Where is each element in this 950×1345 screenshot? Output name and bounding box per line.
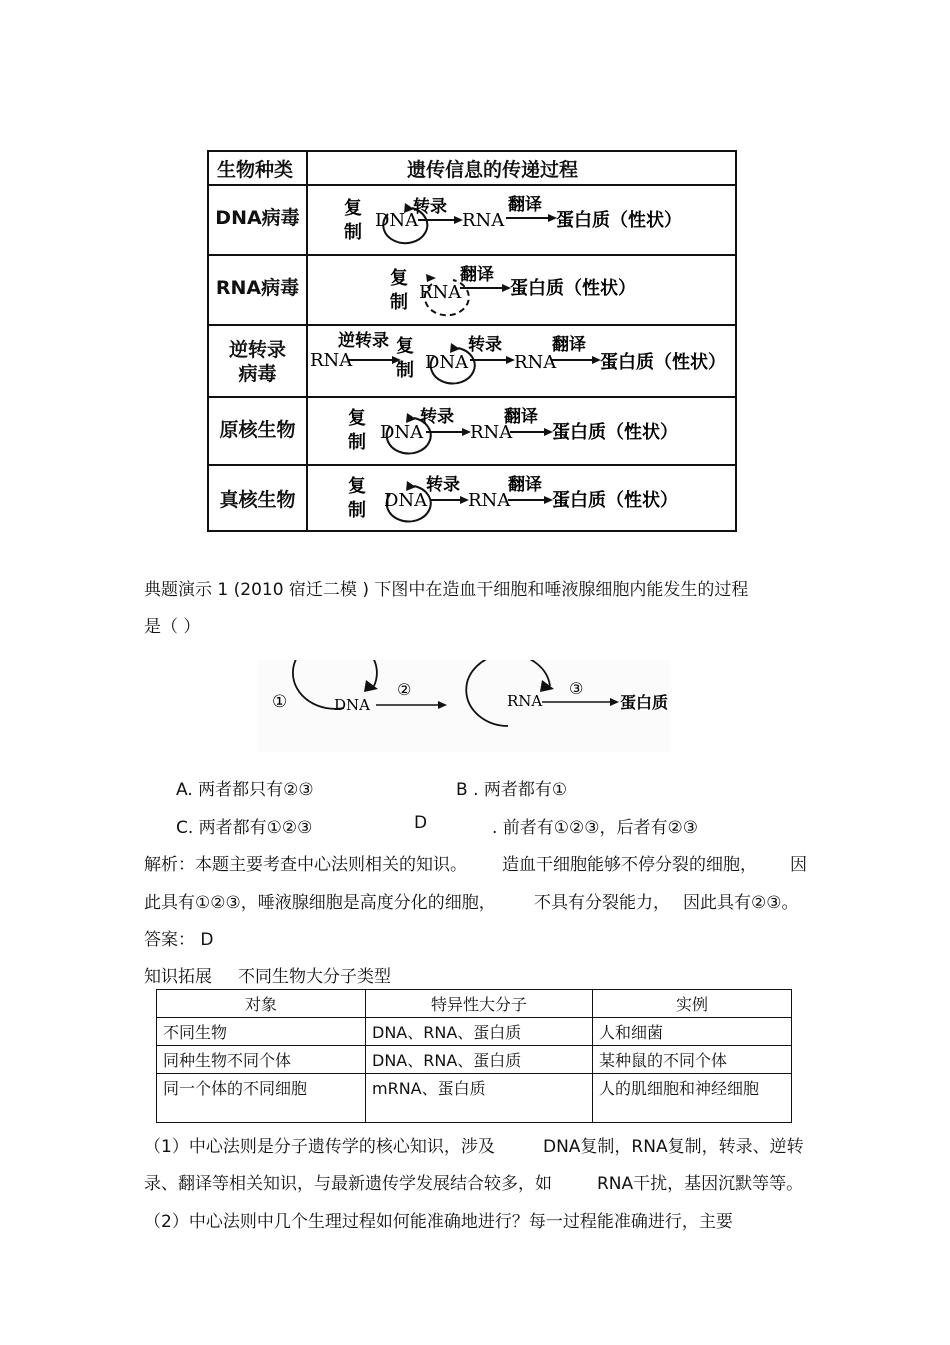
rna-label: RNA	[470, 422, 513, 443]
option-b[interactable]: B . 两者都有①	[456, 780, 568, 800]
circle-3-label: ③	[569, 679, 584, 698]
cell-example: 人的肌细胞和神经细胞	[593, 1074, 792, 1123]
dna-label: DNA	[334, 696, 370, 714]
option-a[interactable]: A. 两者都只有②③	[176, 780, 314, 800]
protein-label: 蛋白质（性状）	[510, 278, 636, 299]
analysis-line-1a: 解析：本题主要考查中心法则相关的知识。	[144, 855, 467, 875]
transcription-label: 转录	[413, 197, 447, 217]
rna-label: RNA	[310, 350, 353, 371]
transcription-label: 转录	[420, 407, 454, 427]
cell-object: 同一个体的不同细胞	[157, 1074, 366, 1123]
fu-label: 复	[348, 408, 366, 429]
table-row	[157, 1018, 792, 1046]
analysis-line-1b: 造血干细胞能够不停分裂的细胞，	[502, 855, 757, 875]
zhi-label: 制	[396, 360, 414, 381]
rna-label: RNA	[507, 692, 543, 710]
paragraph-2a: 录、翻译等相关知识，与最新遗传学发展结合较多，如	[144, 1174, 552, 1194]
fu-label: 复	[396, 336, 414, 357]
paragraph-3: （2）中心法则中几个生理过程如何能准确地进行？每一过程能准确进行，主要	[144, 1212, 733, 1232]
translation-label: 翻译	[508, 475, 542, 495]
fu-label: 复	[348, 476, 366, 497]
row-retrovirus	[209, 324, 735, 398]
translation-label: 翻译	[552, 335, 586, 355]
kind-retrovirus-2: 病毒	[238, 363, 277, 385]
protein-label: 蛋白质	[620, 693, 669, 712]
answer-line: 答案： D	[144, 930, 214, 950]
dna-label: DNA	[380, 422, 424, 443]
process-rna-virus	[308, 256, 733, 326]
transcription-label: 转录	[426, 475, 460, 495]
table-header-row	[157, 990, 792, 1018]
protein-label: 蛋白质（性状）	[552, 422, 678, 443]
row-eukaryote	[209, 464, 735, 532]
question-line-2: 是（ ）	[144, 617, 201, 637]
process-retrovirus	[308, 326, 733, 398]
question-line-1: 典题演示 1 (2010 宿迁二模 ) 下图中在造血干细胞和唾液腺细胞内能发生的过程	[144, 580, 749, 600]
fu-label: 复	[390, 268, 408, 289]
rna-label: RNA	[468, 490, 511, 511]
translation-label: 翻译	[508, 195, 542, 215]
process-eukaryote	[308, 466, 733, 532]
macromolecule-table	[156, 989, 792, 1123]
cell-macromolecule: DNA、RNA、蛋白质	[366, 1018, 593, 1046]
kind-eukaryote: 真核生物	[219, 489, 296, 511]
analysis-line-2c: 因此具有②③。	[683, 893, 799, 913]
paragraph-1a: （1）中心法则是分子遗传学的核心知识，涉及	[144, 1137, 495, 1157]
header-kind: 生物种类	[217, 159, 294, 181]
analysis-line-1c: 因	[790, 855, 807, 875]
zhi-label: 制	[344, 222, 362, 243]
row-prokaryote	[209, 396, 735, 466]
protein-label: 蛋白质（性状）	[552, 490, 678, 511]
cell-example: 人和细菌	[593, 1018, 792, 1046]
transcription-label: 转录	[468, 335, 502, 355]
zhi-label: 制	[348, 500, 366, 521]
option-d-text[interactable]: . 前者有①②③，后者有②③	[492, 818, 699, 838]
protein-label: 蛋白质（性状）	[556, 210, 682, 231]
kind-prokaryote: 原核生物	[219, 419, 296, 441]
table-header-row	[209, 152, 735, 184]
header-macromolecule: 特异性大分子	[366, 990, 593, 1018]
analysis-line-2a: 此具有①②③，唾液腺细胞是高度分化的细胞，	[144, 893, 496, 913]
cell-example: 某种鼠的不同个体	[593, 1046, 792, 1074]
knowledge-title-a: 知识拓展	[144, 967, 212, 987]
header-object: 对象	[157, 990, 366, 1018]
row-dna-virus	[209, 184, 735, 256]
circle-1-label: ①	[272, 692, 288, 712]
cell-object: 不同生物	[157, 1018, 366, 1046]
kind-retrovirus-1: 逆转录	[228, 339, 286, 361]
analysis-line-2b: 不具有分裂能力，	[534, 893, 670, 913]
knowledge-title-b: 不同生物大分子类型	[238, 967, 391, 987]
rna-label: RNA	[462, 210, 505, 231]
process-dna-virus	[308, 186, 733, 256]
central-dogma-table	[207, 150, 737, 532]
protein-label: 蛋白质（性状）	[600, 352, 726, 373]
option-c[interactable]: C. 两者都有①②③	[176, 818, 313, 838]
row-rna-virus	[209, 254, 735, 326]
translation-label: 翻译	[460, 265, 494, 285]
process-diagram	[258, 660, 670, 752]
paragraph-2b: RNA干扰，基因沉默等等。	[597, 1174, 804, 1194]
circle-2-label: ②	[397, 680, 412, 699]
table-row	[157, 1074, 792, 1123]
table-row	[157, 1046, 792, 1074]
cell-object: 同种生物不同个体	[157, 1046, 366, 1074]
zhi-label: 制	[348, 432, 366, 453]
dna-label: DNA	[425, 352, 469, 373]
option-d-letter[interactable]: D	[414, 813, 428, 833]
rna-label-2: RNA	[514, 352, 557, 373]
kind-rna-virus: RNA病毒	[215, 277, 300, 299]
dna-label: DNA	[375, 210, 419, 231]
translation-label: 翻译	[504, 407, 538, 427]
rna-label: RNA	[419, 282, 462, 303]
cell-macromolecule: DNA、RNA、蛋白质	[366, 1046, 593, 1074]
reverse-transcription-label: 逆转录	[338, 331, 389, 351]
zhi-label: 制	[390, 292, 408, 313]
paragraph-1b: DNA复制，RNA复制，转录、逆转	[543, 1137, 804, 1157]
cell-macromolecule: mRNA、蛋白质	[366, 1074, 593, 1123]
fu-label: 复	[344, 198, 362, 219]
header-example: 实例	[593, 990, 792, 1018]
dna-label: DNA	[384, 490, 428, 511]
process-prokaryote	[308, 398, 733, 466]
kind-dna-virus: DNA病毒	[215, 207, 300, 229]
header-process: 遗传信息的传递过程	[407, 159, 579, 181]
